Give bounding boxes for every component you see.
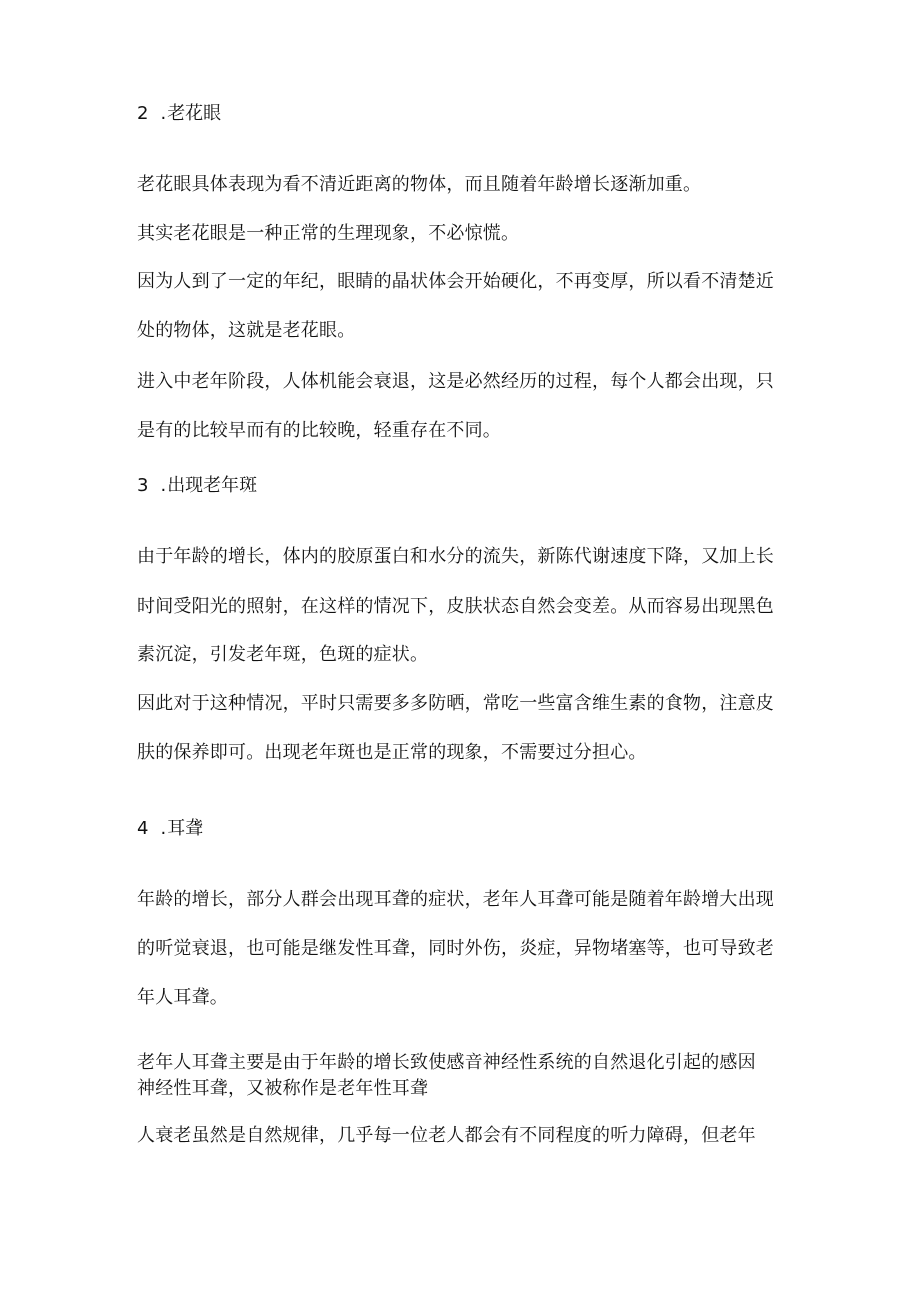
section-heading-2 — [137, 102, 797, 126]
paragraph-line: 素沉淀，引发老年斑，色斑的症状。 — [137, 644, 429, 665]
paragraph-line: 是有的比较早而有的比较晚，轻重存在不同。 — [137, 420, 501, 441]
paragraph-line: 神经性耳聋，又被称作是老年性耳聋 — [137, 1078, 429, 1099]
section-heading-4 — [137, 817, 797, 841]
paragraph-line: 老花眼具体表现为看不清近距离的物体，而且随着年龄增长逐渐加重。 — [137, 174, 702, 195]
section-number: 4 — [137, 818, 149, 839]
paragraph-line: 年人耳聋。 — [137, 987, 228, 1008]
paragraph-line: 进入中老年阶段，人体机能会衰退，这是必然经历的过程，每个人都会出现，只 — [137, 371, 774, 392]
section-title: 老花眼 — [167, 103, 222, 124]
paragraph-line: 老年人耳聋主要是由于年龄的增长致使感音神经性系统的自然退化引起的感因 — [137, 1052, 756, 1073]
section-dot: . — [160, 818, 167, 839]
paragraph-line: 肤的保养即可。出现老年斑也是正常的现象，不需要过分担心。 — [137, 742, 647, 763]
section-heading-3 — [137, 474, 797, 498]
paragraph-line: 因此对于这种情况，平时只需要多多防晒，常吃一些富含维生素的食物，注意皮 — [137, 693, 774, 714]
paragraph-line: 其实老花眼是一种正常的生理现象，不必惊慌。 — [137, 223, 520, 244]
paragraph-line: 处的物体，这就是老花眼。 — [137, 320, 356, 341]
paragraph-line: 人衰老虽然是自然规律，几乎每一位老人都会有不同程度的听力障碍，但老年 — [137, 1125, 756, 1146]
paragraph-line: 年龄的增长，部分人群会出现耳聋的症状，老年人耳聋可能是随着年龄增大出现 — [137, 889, 774, 910]
section-dot: . — [160, 475, 167, 496]
paragraph-line: 的听觉衰退，也可能是继发性耳聋，同时外伤，炎症，异物堵塞等，也可导致老 — [137, 938, 774, 959]
section-dot: . — [160, 103, 167, 124]
section-title: 耳聋 — [167, 818, 204, 839]
paragraph-line: 因为人到了一定的年纪，眼睛的晶状体会开始硬化，不再变厚，所以看不清楚近 — [137, 271, 774, 292]
section-number: 3 — [137, 475, 149, 496]
paragraph-line: 时间受阳光的照射，在这样的情况下，皮肤状态自然会变差。从而容易出现黑色 — [137, 596, 774, 617]
section-title: 出现老年斑 — [167, 475, 258, 496]
section-number: 2 — [137, 103, 149, 124]
paragraph-line: 由于年龄的增长，体内的胶原蛋白和水分的流失，新陈代谢速度下降，又加上长 — [137, 546, 774, 567]
